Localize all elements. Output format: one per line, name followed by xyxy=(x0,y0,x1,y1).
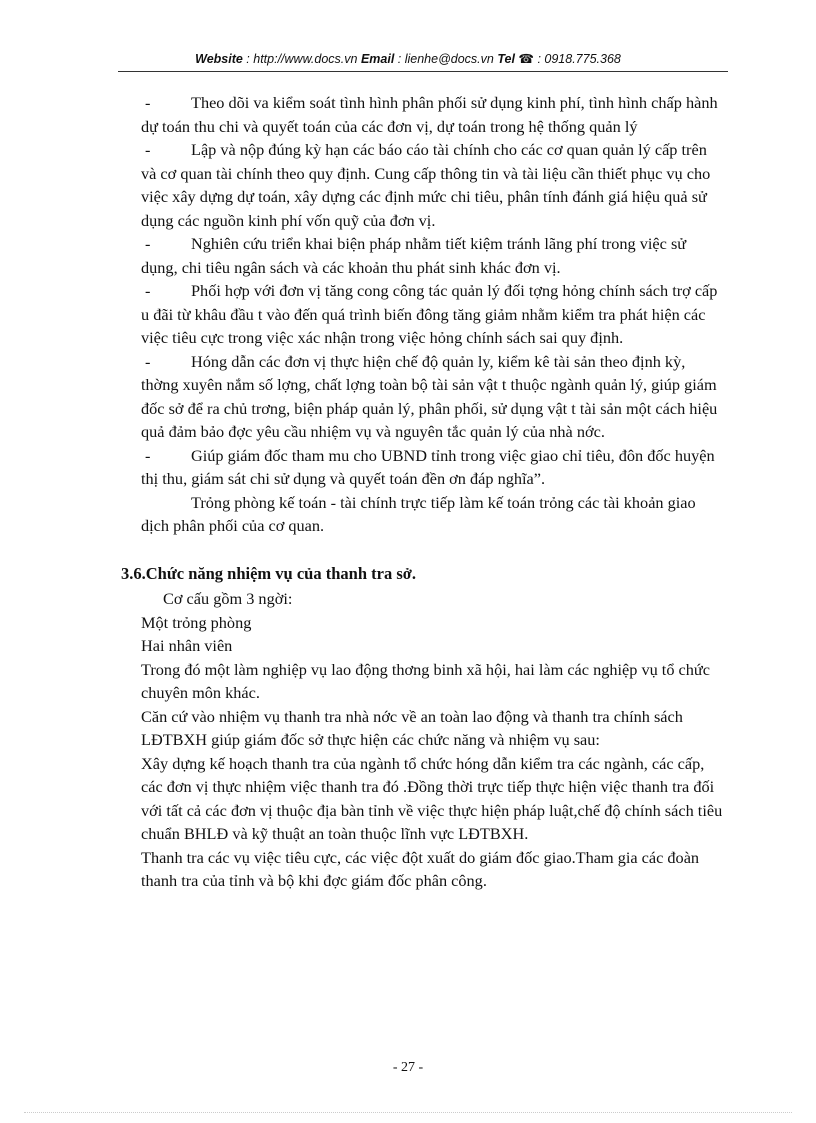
section-paragraph: Thanh tra các vụ việc tiêu cực, các việc đột xuất do giám đốc giao.Tham gia các đoàn thanh tra của tỉnh và bộ khi đợc giám đốc phân công. xyxy=(141,847,700,890)
bullet-item xyxy=(141,138,723,232)
email-value: : lienhe@docs.vn xyxy=(394,52,498,66)
bullet-dash: - xyxy=(145,140,151,159)
section-heading: 3.6.Chức năng nhiệm vụ của thanh tra sở. xyxy=(121,563,417,583)
bullet-text: Hóng dẫn các đơn vị thực hiện chế độ quản ly, kiểm kê tài sản theo định kỳ, thờng xuyên nắm số lợng, chất lợng toàn bộ tài sản vật t thuộc ngành quản lý, giúp giám đốc sở để ra chủ trơng, biện pháp quản lý, phân phối, sử dụng vật t tài sản một cách hiệu quả đảm bảo đợc yêu cầu nhiệm vụ và nguyên tắc quản lý của nhà nớc. xyxy=(141,351,718,441)
section-paragraph: Trong đó một làm nghiệp vụ lao động thơng binh xã hội, hai làm các nghiệp vụ tổ chức chuyên môn khác. xyxy=(141,659,710,702)
website-label: Website xyxy=(195,52,243,66)
bullet-dash: - xyxy=(145,93,151,112)
bullet-text: Lập và nộp đúng kỳ hạn các báo cáo tài chính cho các cơ quan quản lý cấp trên và cơ quan tài chính theo quy định. Cung cấp thông tin và tài liệu cần thiết phục vụ cho việc xây dựng dự toán, xây dựng các định mức chi tiêu, phân tính đánh giá hiệu quả sử dụng các nguồn kinh phí vốn quỹ của đơn vị. xyxy=(141,140,711,230)
header-divider xyxy=(118,71,728,72)
bullet-text: Phối hợp với đơn vị tăng cong công tác quản lý đối tợng hỏng chính sách trợ cấp u đãi từ khâu đầu t vào đến quá trình biến đông tăng giảm nhằm kiểm tra phát hiện các việc tiêu cực trong việc xác nhận trong việc hỏng chính sách sai quy định. xyxy=(141,281,718,347)
section-paragraph: Một trỏng phòng xyxy=(141,612,252,632)
tel-label: Tel xyxy=(497,52,515,66)
bullet-dash: - xyxy=(145,234,151,253)
bullet-text: Giúp giám đốc tham mu cho UBND tỉnh trong việc giao chỉ tiêu, đôn đốc huyện thị thu, giám sát chi sử dụng và quyết toán đền ơn đáp nghĩa”. xyxy=(141,445,715,488)
page-number: - 27 - xyxy=(392,1060,424,1075)
section-paragraph: Hai nhân viên xyxy=(141,636,233,655)
email-label: Email xyxy=(360,52,395,66)
bullet-text: Nghiên cứu triển khai biện pháp nhằm tiết kiệm tránh lãng phí trong việc sử dụng, chi tiêu ngân sách và các khoản thu phát sinh khác đơn vị. xyxy=(141,234,687,277)
bullet-dash: - xyxy=(145,351,151,371)
section-paragraph: Cơ cấu gồm 3 ngời: xyxy=(163,589,293,608)
document-body xyxy=(121,91,723,893)
bullet-item xyxy=(141,444,723,491)
bullet-item xyxy=(141,232,723,279)
section-paragraph: Xây dựng kế hoạch thanh tra của ngành tổ chức hóng dẫn kiểm tra các ngành, các cấp, các đơn vị thực nhiệm việc thanh tra đó .Đồng thời trực tiếp thực hiện việc thanh tra đối với tất cả các đơn vị thuộc địa bàn tỉnh về việc thực hiện pháp luật,chế độ chính sách tiêu chuẩn BHLĐ và kỹ thuật an toàn thuộc lĩnh vực LĐTBXH. xyxy=(141,753,723,843)
bullet-item xyxy=(141,279,723,350)
bullet-item xyxy=(141,350,723,444)
section-paragraph: Căn cứ vào nhiệm vụ thanh tra nhà nớc về an toàn lao động và thanh tra chính sách LĐTBXH giúp giám đốc sở thực hiện các chức năng và nhiệm vụ sau: xyxy=(141,706,683,749)
page-header xyxy=(0,51,816,66)
bullet-text: Theo dõi va kiểm soát tình hình phân phối sử dụng kinh phí, tình hình chấp hành dự toán thu chi và quyết toán của các đơn vị, dự toán trong hệ thống quản lý xyxy=(141,93,718,136)
bullet-dash: - xyxy=(145,281,151,300)
page-bottom-border xyxy=(24,1112,792,1113)
website-value: : http://www.docs.vn xyxy=(242,52,361,66)
tel-value: ☎ : 0918.775.368 xyxy=(514,52,621,66)
bullet-dash: - xyxy=(145,445,151,465)
bullet-item xyxy=(141,91,723,138)
closing-paragraph: Trỏng phòng kế toán - tài chính trực tiếp làm kế toán trỏng các tài khoản giao dịch phân phối của cơ quan. xyxy=(141,492,696,535)
